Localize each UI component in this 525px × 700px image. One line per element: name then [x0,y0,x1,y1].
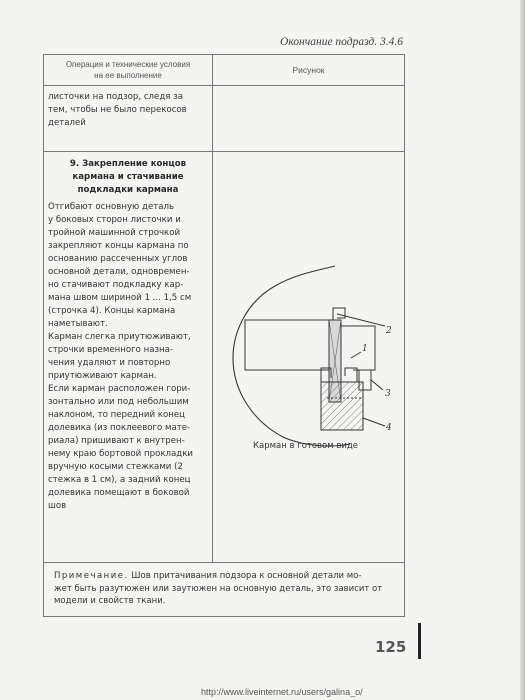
figure-label-2: 2 [386,326,392,336]
note-box [43,563,405,617]
continuation-text: листочки на подзор, следя за тем, чтобы не было перекосов деталей [48,92,187,128]
page-marker-bar [418,623,421,659]
step-text: Отгибают основную деталь у боковых сторон листочки и тройной машинной строчкой закрепляют концы кармана по основанию рассеченных углов основной детали, одновремен- но стачивают подкладку кар- мана швом шириной 1 ... 1,5 см (строчка 4). Концы кармана наметывают. Карман слегка приутюживают, строчки временного назна- чения удаляют и повторно приутюживают карман. Если карман расположен гори- зонтально или под небольшим наклоном, то передний конец долевика (из поклеевого мате- риала) пришивают к внутрен- нему краю бортовой прокладки вручную косыми стежками (2 стежка в 1 см), а задний конец долевика помещают в боковой шов [48,202,193,511]
column-divider [212,55,213,562]
row-divider [44,151,404,152]
column-header-figure: Рисунок [292,65,325,75]
page-number: 125 [375,638,407,656]
note-text: Шов притачивания подзора к основной детали мо- жет быть разутюжен или заутюжен на основную деталь, это зависит от модели и свойств ткани. [54,571,383,606]
note-label: Примечание. [54,571,129,581]
figure-label-3: 3 [385,389,391,399]
section-title: Окончание подразд. 3.4.6 [280,36,403,48]
figure-label-4: 4 [386,423,392,433]
step-title: 9. Закрепление концов кармана и стачивание подкладки кармана [69,159,187,195]
column-header-operation: Операция и технические условия на ее выполнение [65,60,191,80]
page-edge [520,0,525,700]
figure-caption: Карман в готовом виде [253,441,359,451]
figure-label-1: 1 [362,344,368,354]
header-divider [44,85,404,86]
pocket-diagram [225,258,425,458]
footer-url: http://www.liveinternet.ru/users/galina_o/ [201,687,363,697]
